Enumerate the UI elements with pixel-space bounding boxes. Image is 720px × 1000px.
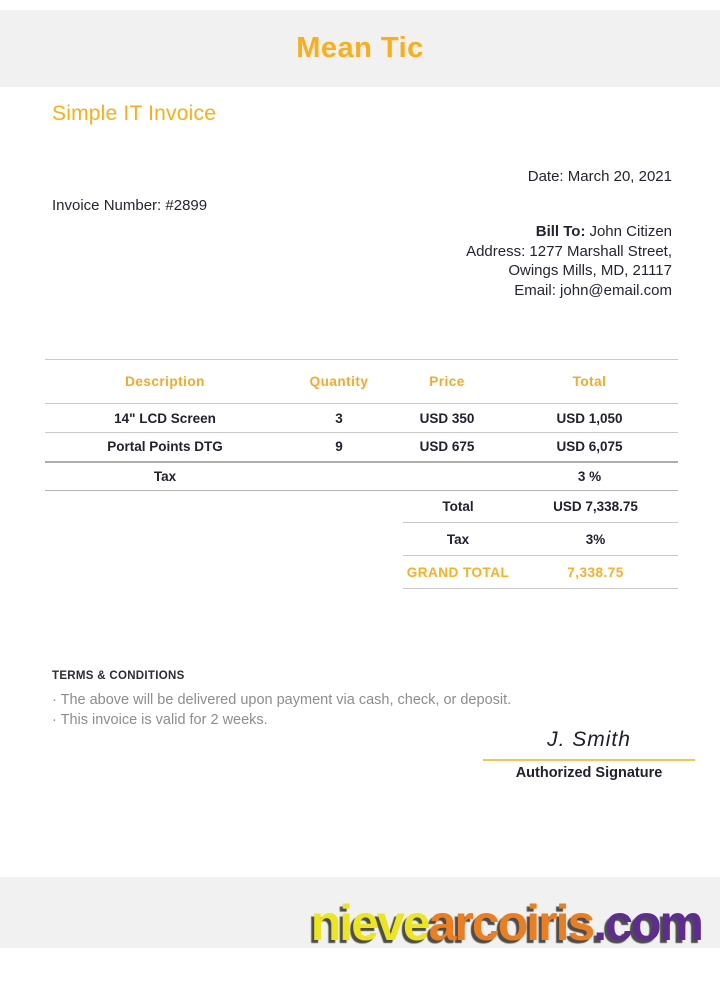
summary-total-label: Total — [442, 498, 474, 514]
summary-grand-total-value: 7,338.75 — [567, 564, 624, 580]
summary-grand-total-label: GRAND TOTAL — [406, 564, 510, 580]
column-header-total: Total — [501, 360, 678, 404]
table-row-tax — [45, 462, 678, 491]
cell-total: 3 % — [501, 462, 678, 491]
bill-to-line — [466, 222, 672, 242]
invoice-date: Date: March 20, 2021 — [527, 168, 672, 185]
terms-line: · This invoice is valid for 2 weeks. — [52, 712, 268, 728]
cell-description: Tax — [45, 462, 285, 491]
bill-to-block — [466, 222, 672, 300]
column-header-price: Price — [393, 360, 501, 404]
items-table — [45, 359, 678, 491]
column-header-description: Description — [45, 360, 285, 404]
bill-to-email: Email: john@email.com — [514, 281, 672, 299]
watermark-part-orange: arcoiris — [428, 895, 594, 951]
cell-total: USD 6,075 — [501, 433, 678, 462]
signature-name: J. Smith — [483, 728, 695, 761]
cell-price: USD 675 — [393, 433, 501, 462]
table-row — [45, 404, 678, 433]
cell-description: Portal Points DTG — [45, 433, 285, 462]
signature-label: Authorized Signature — [515, 765, 663, 781]
bill-to-address-line1: Address: 1277 Marshall Street, — [466, 242, 672, 260]
cell-description: 14" LCD Screen — [45, 404, 285, 433]
brand-name: Mean Tic — [296, 32, 424, 64]
watermark-part-purple: .com — [593, 895, 702, 951]
watermark-part-yellow: nieve — [310, 895, 429, 951]
summary-total-value: USD 7,338.75 — [553, 498, 638, 514]
table-header-row — [45, 360, 678, 404]
bill-to-label: Bill To: — [535, 223, 586, 240]
summary-tax-value: 3% — [585, 531, 606, 547]
bill-to-address-line2: Owings Mills, MD, 21117 — [508, 262, 672, 279]
cell-price — [393, 462, 501, 491]
terms-line: · The above will be delivered upon payment via cash, check, or deposit. — [52, 692, 512, 708]
cell-quantity: 9 — [285, 433, 393, 462]
cell-quantity: 3 — [285, 404, 393, 433]
bill-to-value: John Citizen — [589, 223, 672, 240]
terms-heading: TERMS & CONDITIONS — [52, 670, 185, 682]
table-row — [45, 433, 678, 462]
watermark-site-name — [311, 896, 702, 951]
summary-row-grand-total — [403, 556, 678, 589]
cell-price: USD 350 — [393, 404, 501, 433]
column-header-quantity: Quantity — [285, 360, 393, 404]
totals-summary — [403, 490, 678, 589]
invoice-number: Invoice Number: #2899 — [52, 197, 208, 214]
signature-block — [483, 728, 695, 781]
cell-total: USD 1,050 — [501, 404, 678, 433]
brand-banner — [0, 10, 720, 87]
summary-tax-label: Tax — [446, 531, 470, 547]
summary-row-total — [403, 490, 678, 523]
terms-and-conditions — [52, 670, 552, 730]
summary-row-tax — [403, 523, 678, 556]
page-title: Simple IT Invoice — [52, 102, 217, 125]
cell-quantity — [285, 462, 393, 491]
